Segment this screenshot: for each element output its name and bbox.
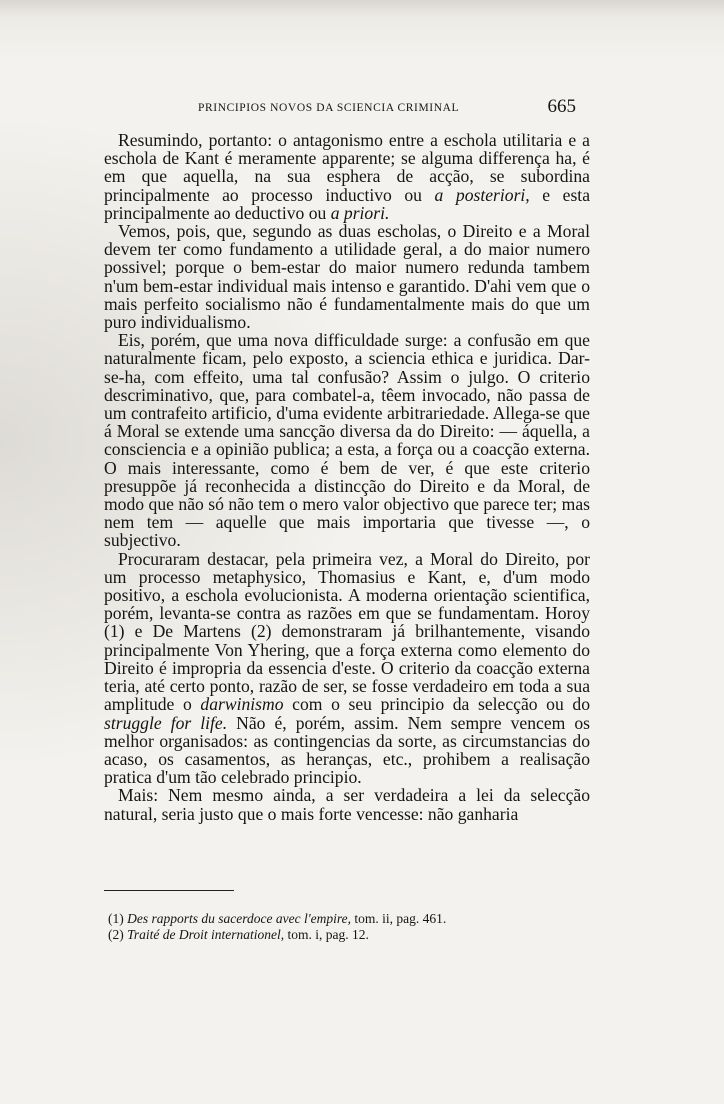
- paragraph: [104, 331, 590, 549]
- footnote-reference: tom. ii, pag. 461.: [350, 911, 447, 926]
- paragraph: [104, 550, 590, 787]
- text-run: Não é, porém, assim. Nem sempre vencem os melhor organisados: as contingencias da sorte, as circumstancias do acaso, os casamentos, as heranças, etc., prohibem a realisação pratica d'um tão celebrado principio.: [104, 712, 590, 788]
- footnote-reference: tom. i, pag. 12.: [284, 927, 369, 942]
- page-number: 665: [547, 96, 576, 117]
- italic-run: struggle for life.: [104, 712, 228, 733]
- text-run: Procuraram destacar, pela primeira vez, a Moral do Direito, por um processo metaphysico, Thomasius e Kant, e, d'um modo positivo, a eschola evolucionista. A moderna orientação scientifica, porém, levanta-se contra as razões em que se fundamentam. Horoy (1) e De Martens (2) demonstraram já brilhantemente, visando principalmente Von Yhering, que a força externa como elemento do Direito é impropria da essencia d'este. O criterio da coacção externa teria, até certo ponto, razão de ser, se fosse verdadeiro em toda a sua amplitude o: [104, 548, 590, 715]
- footnote-marker: (2): [108, 927, 128, 942]
- text-run: Eis, porém, que uma nova difficuldade surge: a confusão em que naturalmente ficam, pelo exposto, a sciencia ethica e juridica. Dar-se-ha, com effeito, uma tal confusão? Assim o julgo. O criterio descriminativo, que, para combatel-a, têem invocado, não passa de um contrafeito artificio, d'uma evidente arbitrariedade. Allega-se que á Moral se extende uma sancção diversa da do Direito: — áquella, a consciencia e a opinião publica; a esta, a força ou a coacção externa. O mais interessante, como é bem de ver, é que este criterio presuppõe já reconhecida a distincção do Direito e da Moral, de modo que não só não tem o mero valor objectivo que parece ter; mas nem tem — aquelle que mais importaria que tivesse —, o subjectivo.: [104, 330, 590, 551]
- running-title: PRINCIPIOS NOVOS DA SCIENCIA CRIMINAL: [198, 102, 460, 114]
- footnote: [108, 911, 578, 927]
- text-run: e esta principalmente ao deductivo ou: [104, 184, 591, 223]
- text-run: com o seu principio da selecção ou do: [283, 694, 590, 715]
- footnote-marker: (1): [108, 911, 128, 926]
- italic-run: darwinismo: [200, 694, 284, 715]
- footnote-title: Des rapports du sacerdoce avec l'empire,: [127, 911, 351, 926]
- footnotes: [108, 911, 578, 943]
- footnote: [108, 927, 578, 943]
- paragraph: [104, 222, 590, 331]
- italic-run: a posteriori,: [434, 184, 530, 205]
- text-run: Vemos, pois, que, segundo as duas escholas, o Direito e a Moral devem ter como fundamento a utilidade geral, a do maior numero possivel; porque o bem-estar do maior numero redunda tambem n'um bem-estar individual mais intenso e garantido. D'ahi vem que o mais perfeito socialismo não é fundamentalmente mais do que um puro individualismo.: [104, 221, 590, 333]
- paragraph: [104, 786, 590, 822]
- text-run: Mais: Nem mesmo ainda, a ser verdadeira a lei da selecção natural, seria justo que o mais forte vencesse: não ganharia: [104, 785, 590, 824]
- body-text: [104, 131, 590, 823]
- footnote-divider: [104, 890, 234, 891]
- text-run: Resumindo, portanto: o antagonismo entre a eschola utilitaria e a eschola de Kant é meramente apparente; se alguma differença ha, é em que aquella, na sua esphera de acção, se subordina principalmente ao processo inductivo ou: [104, 130, 590, 205]
- italic-run: a priori.: [330, 202, 390, 223]
- page-header: [100, 96, 620, 120]
- footnote-title: Traité de Droit internationel,: [127, 927, 285, 942]
- paragraph: [104, 131, 590, 222]
